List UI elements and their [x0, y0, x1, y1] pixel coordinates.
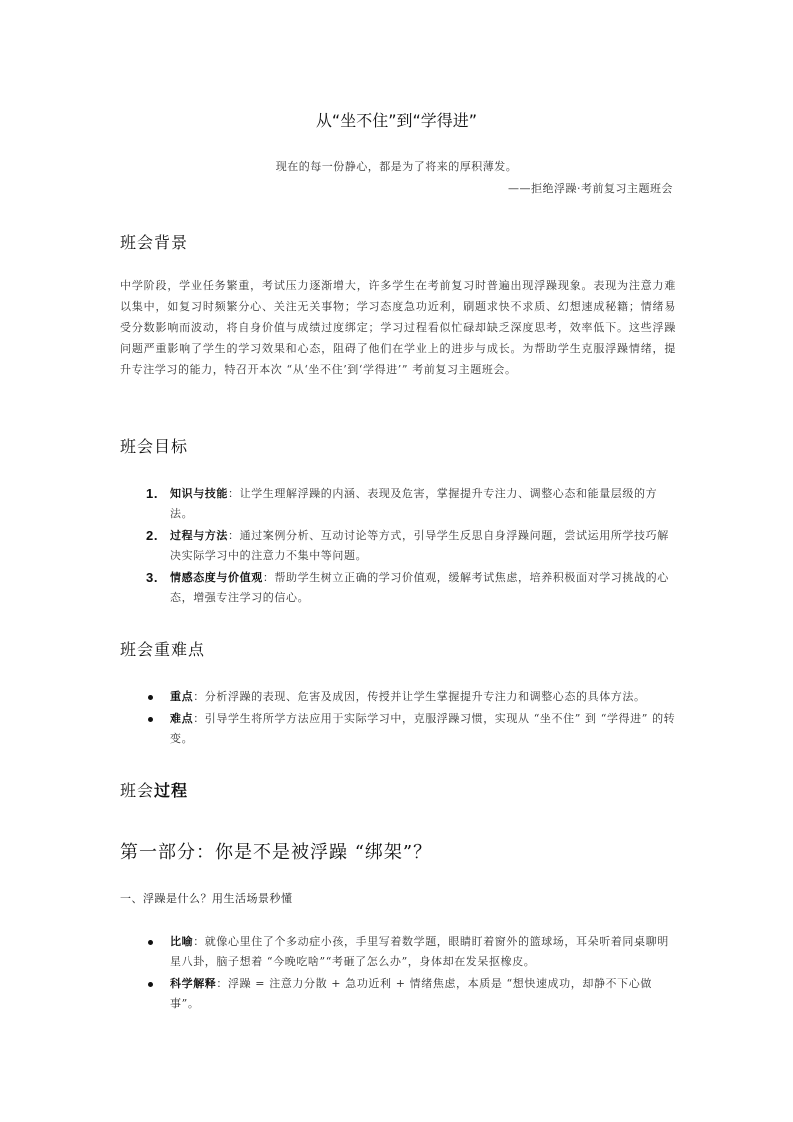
background-paragraph: 中学阶段，学业任务繁重，考试压力逐渐增大，许多学生在考前复习时普遍出现浮躁现象。表现为注意力难以集中，如复习时频繁分心、关注无关事物；学习态度急功近利，刷题求快不求质、幻想速成秘籍；情绪易受分数影响而波动，将自身价值与成绩过度绑定；学习过程看似忙碌却缺乏深度思考，效率低下。这些浮躁问题严重影响了学生的学习效果和心态，阻碍了他们在学业上的进步与成长。为帮助学生克服浮躁情绪，提升专注学习的能力，特召开本次 “从‘坐不住’到‘学得进’” 考前复习主题班会。: [120, 279, 676, 376]
part-one-item: [120, 932, 676, 972]
bullet-icon: [148, 717, 153, 722]
part-one-text: ：浮躁 = 注意力分散 + 急功近利 + 情绪焦虑，本质是 “想快速成功，却静不下心做事”。: [170, 977, 652, 1010]
heading-process: [120, 778, 188, 801]
goal-item: [120, 526, 676, 566]
part-one-list: [120, 932, 676, 1016]
key-point-item: [120, 709, 676, 749]
bullet-icon: [148, 940, 153, 945]
list-number: 1.: [146, 486, 159, 501]
key-point-term: 难点: [170, 712, 194, 725]
key-points-list: [120, 687, 676, 751]
list-number: 2.: [146, 528, 159, 543]
subheading-what-is-impetuosity: 一、浮躁是什么？用生活场景秒懂: [120, 892, 293, 905]
goal-term: 知识与技能: [170, 487, 228, 500]
bullet-icon: [148, 695, 153, 700]
part-one-text: ：就像心里住了个多动症小孩，手里写着数学题，眼睛盯着窗外的篮球场，耳朵听着同桌聊明星八卦，脑子想着 “今晚吃啥”“考砸了怎么办”，身体却在发呆抠橡皮。: [170, 935, 669, 968]
part-one-item: [120, 974, 676, 1014]
goal-text: ：通过案例分析、互动讨论等方式，引导学生反思自身浮躁问题，尝试运用所学技巧解决实际学习中的注意力不集中等问题。: [170, 529, 669, 562]
part-one-term: 比喻: [170, 935, 194, 948]
key-point-text: ：引导学生将所学方法应用于实际学习中，克服浮躁习惯，实现从 “坐不住” 到 “学得进” 的转变。: [170, 712, 676, 745]
goal-item: [120, 568, 676, 608]
bullet-icon: [148, 982, 153, 987]
heading-goals: 班会目标: [120, 437, 189, 456]
list-number: 3.: [146, 570, 159, 585]
motto-source: ——拒绝浮躁·考前复习主题班会: [508, 182, 673, 195]
goal-term: 情感态度与价值观: [170, 571, 263, 584]
goal-item: [120, 484, 676, 524]
document-title: 从“坐不住”到“学得进”: [315, 111, 478, 130]
heading-process-prefix: 班会: [120, 781, 155, 800]
part-one-term: 科学解释: [170, 977, 217, 990]
goal-term: 过程与方法: [170, 529, 228, 542]
heading-key-points: 班会重难点: [120, 640, 206, 659]
key-point-item: [120, 687, 676, 707]
motto-quote: 现在的每一份静心，都是为了将来的厚积薄发。: [275, 160, 518, 173]
key-point-text: ：分析浮躁的表现、危害及成因，传授并让学生掌握提升专注力和调整心态的具体方法。: [193, 690, 646, 703]
goal-text: ：帮助学生树立正确的学习价值观，缓解考试焦虑，培养积极面对学习挑战的心态，增强专注学习的信心。: [170, 571, 669, 604]
heading-process-bold: 过程: [154, 781, 189, 800]
heading-background: 班会背景: [120, 233, 189, 252]
goal-text: ：让学生理解浮躁的内涵、表现及危害，掌握提升专注力、调整心态和能量层级的方法。: [170, 487, 658, 520]
key-point-term: 重点: [170, 690, 194, 703]
heading-part-one: 第一部分：你是不是被浮躁 “绑架”？: [120, 842, 433, 863]
goals-list: [120, 484, 676, 610]
